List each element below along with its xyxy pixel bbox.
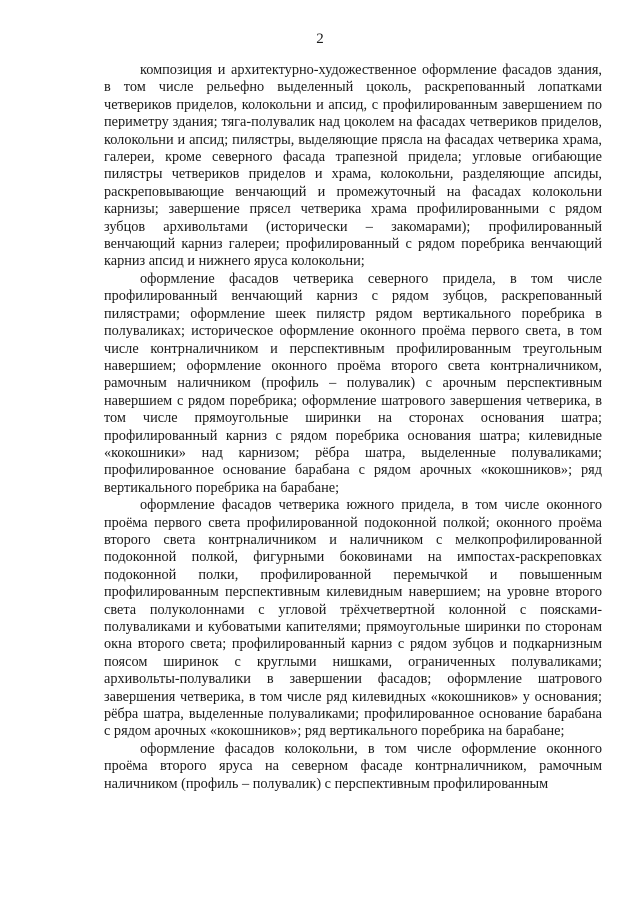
document-body (104, 62, 602, 793)
paragraph-facade-composition: композиция и архитектурно-художественное оформление фасадов здания, в том числе рельефно выделенный цоколь, раскрепованный лопатками четвериков приделов, колокольни и апсид, с профилированным завершением по периметру здания; тяга-полувалик над цоколем на фасадах четвериков приделов, колокольни и апсид; пилястры, выделяющие прясла на фасадах четверика храма, галереи, кроме северного фасада трапезной придела; угловые огибающие пилястры четвериков приделов и храма, колокольни, разделяющие апсиды, раскреповывающие венчающий и промежуточный на фасадах колокольни карнизы; завершение прясел четверика храма профилированными с рядом зубцов архивольтами (исторически – закомарами); профилированный венчающий карниз галереи; профилированный с рядом поребрика венчающий карниз апсид и нижнего яруса колокольни; (104, 62, 602, 270)
page-number: 2 (316, 31, 324, 47)
paragraph-north-chapel: оформление фасадов четверика северного придела, в том числе профилированный венчающий карниз с рядом зубцов, раскрепованный пилястрами; оформление шеек пилястр рядом вертикального поребрика в полувaликах; историческое оформление оконного проёма первого света, в том числе контрналичником и перспективным профилированным треугольным навершием; оформление оконного проёма второго света контрналичником, рамочным наличником (профиль – полувалик) с арочным перспективным навершием с рядом поребрика; оформление шатрового завершения четверика, в том числе прямоугольные ширинки на сторонах основания шатра; профилированный карниз с рядом поребрика основания шатра; килевидные «кокошники» над карнизом; рёбра шатра, выделенные полувaликами; профилированное основание барабана с рядом арочных «кокошников»; ряд вертикального поребрика на барабане; (104, 270, 602, 496)
paragraph-south-chapel: оформление фасадов четверика южного придела, в том числе оконного проёма первого света профилированной подоконной полкой; оконного проёма второго света контрналичником и наличником с мелкопрофилированной подоконной полкой, фигурными боковинами на импостах-раскреповках подоконной полки, профилированной перемычкой и повышенным профилированным перспективным килевидным навершием; на уровне второго света полуколоннами с угловой трёхчетвертной колонной с поясками-полувaликами и кубоватыми капителями; прямоугольные ширинки по сторонам окна второго света; профилированный карниз с рядом зубцов и подкарнизным поясом ширинок с круглыми нишками, ограниченных полувaликами; архивольты-полувалики в завершении фасадов; оформление шатрового завершения четверика, в том числе ряд килевидных «кокошников» у основания; рёбра шатра, выделенные полувaликами; профилированное основание барабана с рядом арочных «кокошников»; ряд вертикального поребрика на барабане; (104, 497, 602, 740)
paragraph-bell-tower: оформление фасадов колокольни, в том числе оформление оконного проёма второго яруса на северном фасаде контрналичником, рамочным наличником (профиль – полувалик) с перспективным профилированным (104, 740, 602, 792)
